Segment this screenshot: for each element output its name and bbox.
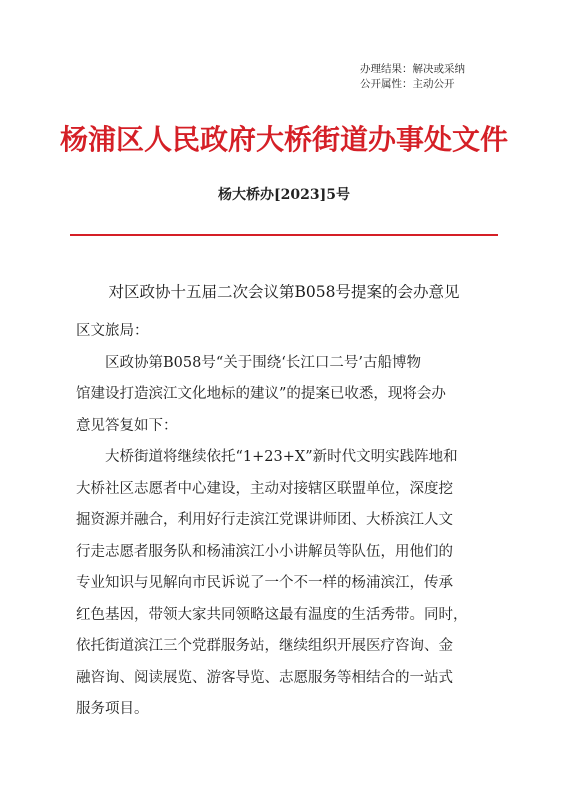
document-title: 杨浦区人民政府大桥街道办事处文件 <box>59 123 508 156</box>
disclosure-label: 公开属性： <box>360 78 413 90</box>
paragraph-line: 专业知识与见解向市民诉说了一个不一样的杨浦滨江，传承 <box>76 575 453 591</box>
paragraph-line: 馆建设打造滨江文化地标的建议”的提案已收悉，现将会办 <box>76 386 446 402</box>
paragraph-line: 大桥街道将继续依托“1+23+X”新时代文明实践阵地和 <box>76 449 458 465</box>
paragraph-line: 掘资源并融合，利用好行走滨江党课讲师团、大桥滨江人文 <box>76 512 453 528</box>
disclosure-value: 主动公开 <box>412 78 455 90</box>
paragraph-line: 意见答复如下： <box>76 417 178 434</box>
paragraph-line: 服务项目。 <box>76 701 149 717</box>
document-meta <box>360 62 465 92</box>
paragraph-line: 融咨询、阅读展览、游客导览、志愿服务等相结合的一站式 <box>76 669 453 686</box>
document-body <box>76 316 496 726</box>
paragraph-2 <box>76 442 496 726</box>
paragraph-line: 区政协第B058号“关于围绕‘长江口二号’古船博物 <box>76 354 421 371</box>
paragraph-line: 大桥社区志愿者中心建设，主动对接辖区联盟单位，深度挖 <box>76 480 453 497</box>
result-label: 办理结果： <box>360 63 413 75</box>
document-subject: 对区政协十五届二次会议第B058号提案的会办意见 <box>108 283 460 301</box>
result-value: 解决或采纳 <box>412 63 465 75</box>
paragraph-1 <box>76 348 496 443</box>
red-divider <box>70 234 498 236</box>
salutation: 区文旅局： <box>76 323 149 339</box>
paragraph-line: 依托街道滨江三个党群服务站，继续组织开展医疗咨询、金 <box>76 638 453 654</box>
document-number: 杨大桥办[2023]5号 <box>218 187 350 203</box>
disclosure-row <box>360 77 465 92</box>
paragraph-line: 行走志愿者服务队和杨浦滨江小小讲解员等队伍，用他们的 <box>76 543 453 560</box>
paragraph-line: 红色基因，带领大家共同领略这最有温度的生活秀带。同时， <box>76 606 468 623</box>
result-row <box>360 62 465 77</box>
